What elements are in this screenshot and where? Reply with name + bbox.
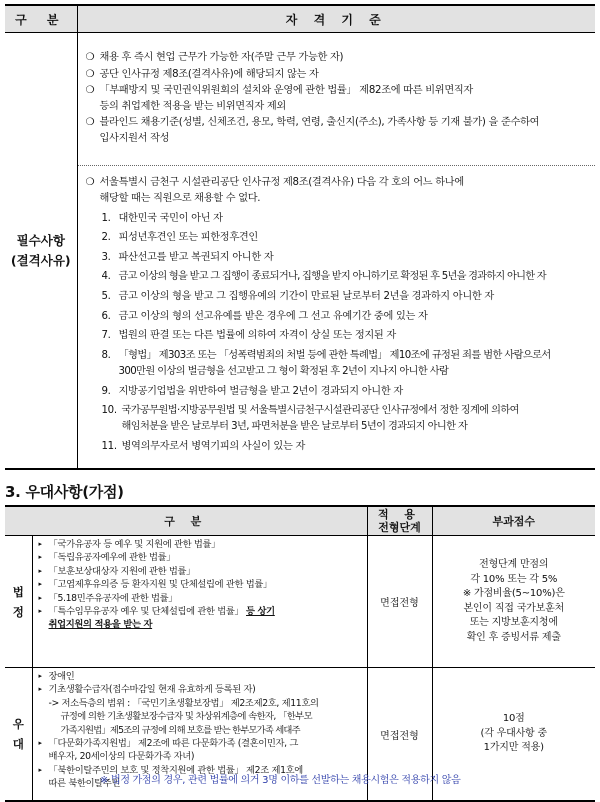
- list-item: ▸ 기초생활수급자(접수마감일 현재 유효하게 등록된 자) -> 저소득층의 범위 : 「국민기초생활보장법」 제2조제2호, 제11호의 규정에 의한 기초생활보장수급자 및 차상위계층에 속한자, 「한부모 가족지원법」제5조의 규정에 의해 보호를 받는 한부모가족 세대주: [38, 684, 319, 736]
- required-label: [5, 33, 77, 470]
- list-item-continued: 배우자, 20세이상의 다문화가족 자녀): [48, 751, 195, 763]
- list-item: ▸ 「북한이탈주민의 보호 및 정착지원에 관한 법률」 제2조 제1호에 따른 북한이탈주민: [38, 764, 303, 790]
- triangle-bullet-icon: ▸: [38, 765, 42, 774]
- list-item-continued: 따른 북한이탈주민: [48, 778, 121, 790]
- basic-requirements-box: [77, 33, 595, 166]
- header-category: 구 분: [5, 5, 77, 33]
- list-subitem: 가족지원법」제5조의 규정에 의해 보호를 받는 한부모가족 세대주: [60, 724, 300, 736]
- header-criteria: 자 격 기 준: [77, 5, 595, 33]
- list-item: ▸ 「독립유공자예우에 관한 법률」: [38, 552, 176, 564]
- disqualification-item: 10. 국가공무원법·지방공무원법 및 서울특별시금천구시설관리공단 인사규정에서 정한 징계에 의하여 해임처분을 받은 날로부터 3년, 파면처분을 받은 날로부터 5년이 경과되지 아니한 자: [101, 405, 519, 433]
- triangle-bullet-icon: ▸: [38, 672, 42, 680]
- list-item: ▸ 「보훈보상대상자 지원에 관한 법률」: [38, 565, 196, 577]
- list-item: ▸ 「고엽제후유의증 등 환자지원 및 단체설립에 관한 법률」: [38, 579, 272, 591]
- legal-stage: 면접전형: [367, 536, 432, 668]
- preference-header-row: [5, 506, 595, 536]
- list-item: ▸ 장애인: [38, 671, 75, 682]
- disqualification-box: [77, 166, 595, 470]
- disqualification-item: 11. 병역의무자로서 병역기피의 사실이 있는 자: [101, 440, 305, 452]
- qualification-table: [5, 4, 595, 470]
- list-item-continued: 취업지원의 적용을 받는 자: [48, 619, 153, 631]
- legal-preference-list: [32, 536, 367, 668]
- legal-preference-row: [5, 536, 595, 668]
- required-label-line2: (결격사유): [10, 252, 71, 268]
- requirement-bullet-continued: 입사지원서 작성: [99, 133, 170, 145]
- requirement-bullet: ❍ 채용 후 즉시 현업 근무가 가능한 자(주말 근무 가능한 자): [86, 50, 590, 66]
- footnote: ※ 법정 가점의 경우, 관련 법률에 의거 3명 이하를 선발하는 채용시험은 적용하지 않음: [100, 775, 461, 786]
- triangle-bullet-icon: ▸: [38, 540, 42, 548]
- disqualification-item: 3. 파산선고를 받고 복권되지 아니한 자: [101, 251, 274, 263]
- disqualification-item: 1. 대한민국 국민이 아닌 자: [101, 212, 223, 224]
- header-score: 부과점수: [432, 506, 595, 536]
- disqualification-item: 9. 지방공기업법을 위반하여 벌금형을 받고 2년이 경과되지 아니한 자: [101, 385, 403, 397]
- triangle-bullet-icon: ▸: [38, 593, 42, 602]
- requirement-bullet-continued: 등의 취업제한 적용을 받는 비위면직자 제외: [99, 101, 286, 112]
- list-item: ▸ 「국가유공자 등 예우 및 지원에 관한 법률」: [38, 539, 221, 550]
- requirement-bullet: ❍ 「부패방지 및 국민권익위원회의 설치와 운영에 관한 법률」 제82조에 따른 비위면직자: [86, 83, 590, 99]
- disqualification-item: 5. 금고 이상의 형을 받고 그 집행유예의 기간이 만료된 날로부터 2년을 경과하지 아니한 자: [101, 291, 494, 302]
- requirement-bullet: ❍ 블라인드 채용기준(성별, 신체조건, 용모, 학력, 연령, 출신지(주소), 가족사항 등 기재 불가) 을 준수하여: [86, 115, 590, 131]
- requirement-bullet: ❍ 공단 인사규정 제8조(결격사유)에 해당되지 않는 자: [86, 67, 590, 83]
- legal-score: 전형단계 만점의 각 10% 또는 각 5% ※ 가점비율(5~10%)은 본인이 직접 국가보훈처 또는 지방보훈지청에 확인 후 증빙서류 제출: [432, 536, 595, 668]
- circle-bullet-icon: ❍: [85, 84, 95, 96]
- disqualification-intro-continued: 해당할 때는 직원으로 채용할 수 없다.: [99, 193, 261, 205]
- disqualification-item: 6. 금고 이상의 형의 선고유예를 받은 경우에 그 선고 유예기간 중에 있는 자: [101, 310, 428, 322]
- circle-bullet-icon: ❍: [85, 117, 95, 129]
- other-score: 10점 (각 우대사항 중 1가지만 적용): [480, 713, 547, 754]
- disqualification-item: 2. 피성년후견인 또는 피한정후견인: [101, 232, 258, 244]
- other-stage: 면접전형: [367, 668, 432, 802]
- list-subitem: -> 저소득층의 범위 : 「국민기초생활보장법」 제2조제2호, 제11호의: [48, 697, 319, 709]
- triangle-bullet-icon: ▸: [38, 553, 42, 562]
- list-item: ▸ 「특수임무유공자 예우 및 단체설립에 관한 법률」 등 상기 취업지원의 적용을 받는 자: [38, 606, 275, 631]
- circle-bullet-icon: ❍: [85, 52, 95, 64]
- disqualification-item: 7. 법원의 판결 또는 다른 법률에 의하여 자격이 상실 또는 정지된 자: [101, 330, 396, 342]
- list-item: ▸ 「다문화가족지원법」 제2조에 따른 다문화가족 (결혼이민자, 그 배우자, 20세이상의 다문화가족 자녀): [38, 738, 299, 763]
- required-label-line1: 필수사항: [16, 232, 65, 248]
- header-stage: 적 용 전형단계: [367, 506, 432, 536]
- other-category-label: 우 대: [5, 668, 32, 802]
- list-subitem: 규정에 의한 기초생활보장수급자 및 차상위계층에 속한자, 「한부모: [60, 711, 312, 723]
- disqualification-intro: ❍ 서울특별시 금천구 시설관리공단 인사규정 제8조(결격사유) 다음 각 호의 어느 하나에: [86, 175, 590, 191]
- disqualification-item-continued: 해임처분을 받은 날로부터 3년, 파면처분을 받은 날로부터 5년이 경과되지 아니한 자: [121, 421, 468, 433]
- header-category: 구 분: [5, 506, 367, 536]
- preference-table: [5, 505, 595, 802]
- triangle-bullet-icon: ▸: [38, 566, 42, 575]
- circle-bullet-icon: ❍: [85, 176, 95, 188]
- qualification-header-row: [5, 5, 595, 33]
- disqualification-item: 8. 「형법」 제303조 또는 「성폭력범죄의 처벌 등에 관한 특례법」 제10조에 규정된 죄를 범한 사람으로서 300만원 이상의 벌금형을 선고받고 그 형이 확정된 후 2년이 지나지 아니한 사람: [101, 349, 551, 377]
- triangle-bullet-icon: ▸: [38, 580, 42, 589]
- section-title: 3. 우대사항(가점): [5, 483, 124, 501]
- disqualification-item: 4. 금고 이상의 형을 받고 그 집행이 종료되거나, 집행을 받지 아니하기로 확정된 후 5년을 경과하지 아니한 자: [101, 271, 546, 283]
- triangle-bullet-icon: ▸: [38, 685, 42, 694]
- triangle-bullet-icon: ▸: [38, 739, 42, 748]
- list-item: ▸ 「5.18민주유공자에 관한 법률」: [38, 592, 178, 604]
- circle-bullet-icon: ❍: [85, 68, 95, 80]
- disqualification-item-continued: 300만원 이상의 벌금형을 선고받고 그 형이 확정된 후 2년이 지나지 아니한 사람: [118, 365, 449, 377]
- triangle-bullet-icon: ▸: [38, 607, 42, 616]
- legal-category-label: 법 정: [5, 536, 32, 668]
